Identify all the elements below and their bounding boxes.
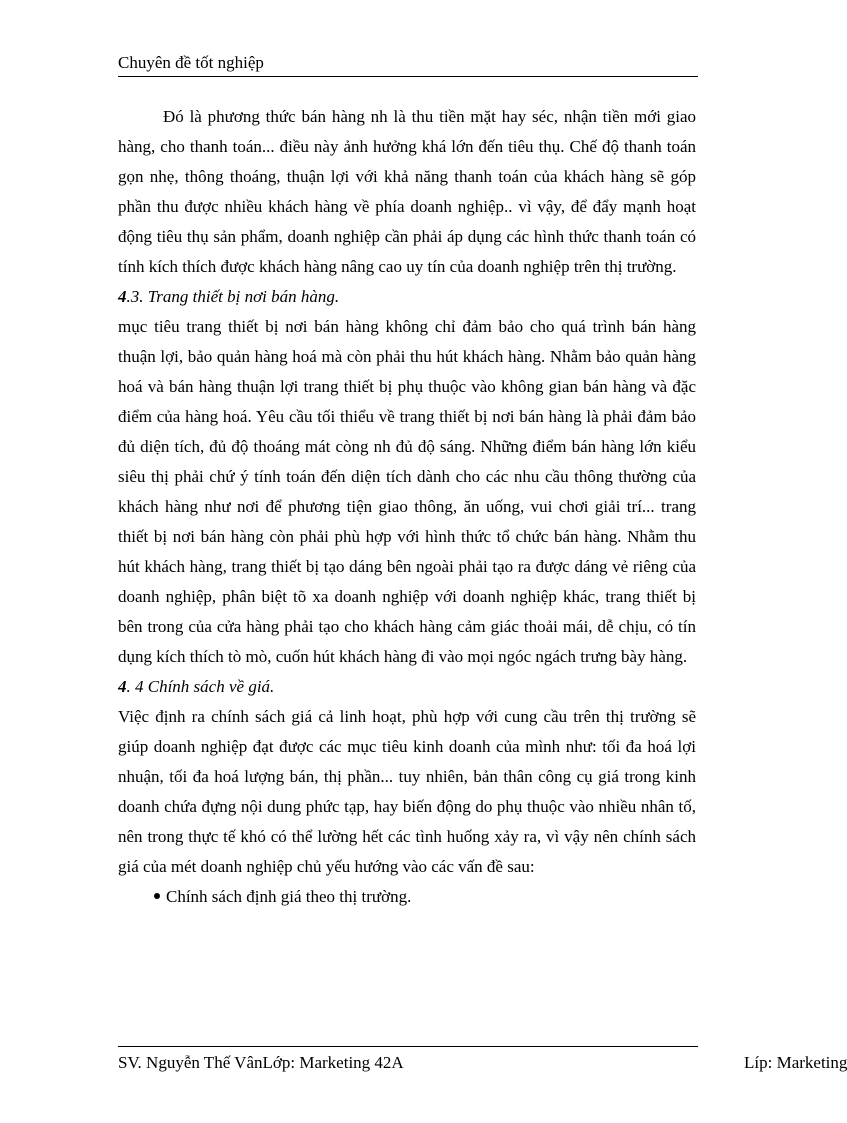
document-body	[118, 102, 696, 912]
footer-divider	[118, 1046, 698, 1047]
heading-price-policy	[118, 672, 696, 702]
page-header	[118, 52, 698, 77]
footer-left: SV. Nguyễn Thế VânLớp: Marketing 42A	[118, 1053, 404, 1072]
heading-price-text: . 4 Chính sách về giá.	[126, 677, 275, 696]
footer-right: Líp: Marketing	[744, 1053, 847, 1072]
paragraph-equipment: mục tiêu trang thiết bị nơi bán hàng không chỉ đảm bảo cho quá trình bán hàng thuận lợi, bảo quản hàng hoá mà còn phải thu hút khách hàng. Nhằm bảo quản hàng hoá và bán hàng thuận lợi trang thiết bị phụ thuộc vào không gian bán hàng và đặc điểm của hàng hoá. Yêu cầu tối thiểu về trang thiết bị nơi bán hàng là phải đảm bảo đủ diện tích, đủ độ thoáng mát còng nh đủ độ sáng. Những điểm bán hàng lớn kiểu siêu thị phải chứ ý tính toán đến diện tích dành cho các nhu cầu thông thường của khách hàng như nơi để phương tiện giao thông, ăn uống, vui chơi giải trí... trang thiết bị nơi bán hàng còn phải phù hợp với hình thức tổ chức bán hàng. Nhằm thu hút khách hàng, trang thiết bị tạo dáng bên ngoài phải tạo ra được dáng vẻ riêng của doanh nghiệp, phân biệt tõ xa doanh nghiệp với doanh nghiệp khác, trang thiết bị bên trong của cửa hàng phải tạo cho khách hàng cảm giác thoải mái, dễ chịu, có tín dụng kích thích tò mò, cuốn hút khách hàng đi vào mọi ngóc ngách trưng bày hàng.	[118, 317, 696, 666]
heading-equipment-text: .3. Trang thiết bị nơi bán hàng.	[126, 287, 340, 306]
paragraph-price-policy: Việc định ra chính sách giá cả linh hoạt, phù hợp với cung cầu trên thị trường sẽ giúp doanh nghiệp đạt được các mục tiêu kinh doanh của mình như: tối đa hoá lợi nhuận, tối đa hoá lượng bán, thị phần... tuy nhiên, bản thân công cụ giá trong kinh doanh chứa đựng nội dung phức tạp, hay biến động do phụ thuộc vào nhiều nhân tố, nên trong thực tế khó có thể lường hết các tình huống xảy ra, vì vậy nên chính sách giá của mét doanh nghiệp chủ yếu hướng vào các vấn đề sau:	[118, 707, 696, 876]
paragraph-payment: Đó là phương thức bán hàng nh là thu tiền mặt hay séc, nhận tiền mới giao hàng, cho thanh toán... điều này ảnh hưởng khá lớn đến tiêu thụ. Chế độ thanh toán gọn nhẹ, thông thoáng, thuận lợi với khả năng thanh toán của khách hàng sẽ góp phần thu được nhiều khách hàng về phía doanh nghiệp.. vì vậy, để đẩy mạnh hoạt động tiêu thụ sản phẩm, doanh nghiệp cần phải áp dụng các hình thức thanh toán có tính kích thích được khách hàng nâng cao uy tín của doanh nghiệp trên thị trường.	[118, 107, 696, 276]
heading-equipment	[118, 282, 696, 312]
heading-price-number: 4	[118, 677, 127, 696]
heading-equipment-number: 4	[118, 287, 127, 306]
header-title: Chuyên đề tốt nghiệp	[118, 53, 264, 72]
bullet-item-market-pricing	[118, 882, 696, 912]
bullet-dot-icon	[154, 893, 160, 899]
bullet-item-text: Chính sách định giá theo thị trường.	[166, 887, 412, 906]
